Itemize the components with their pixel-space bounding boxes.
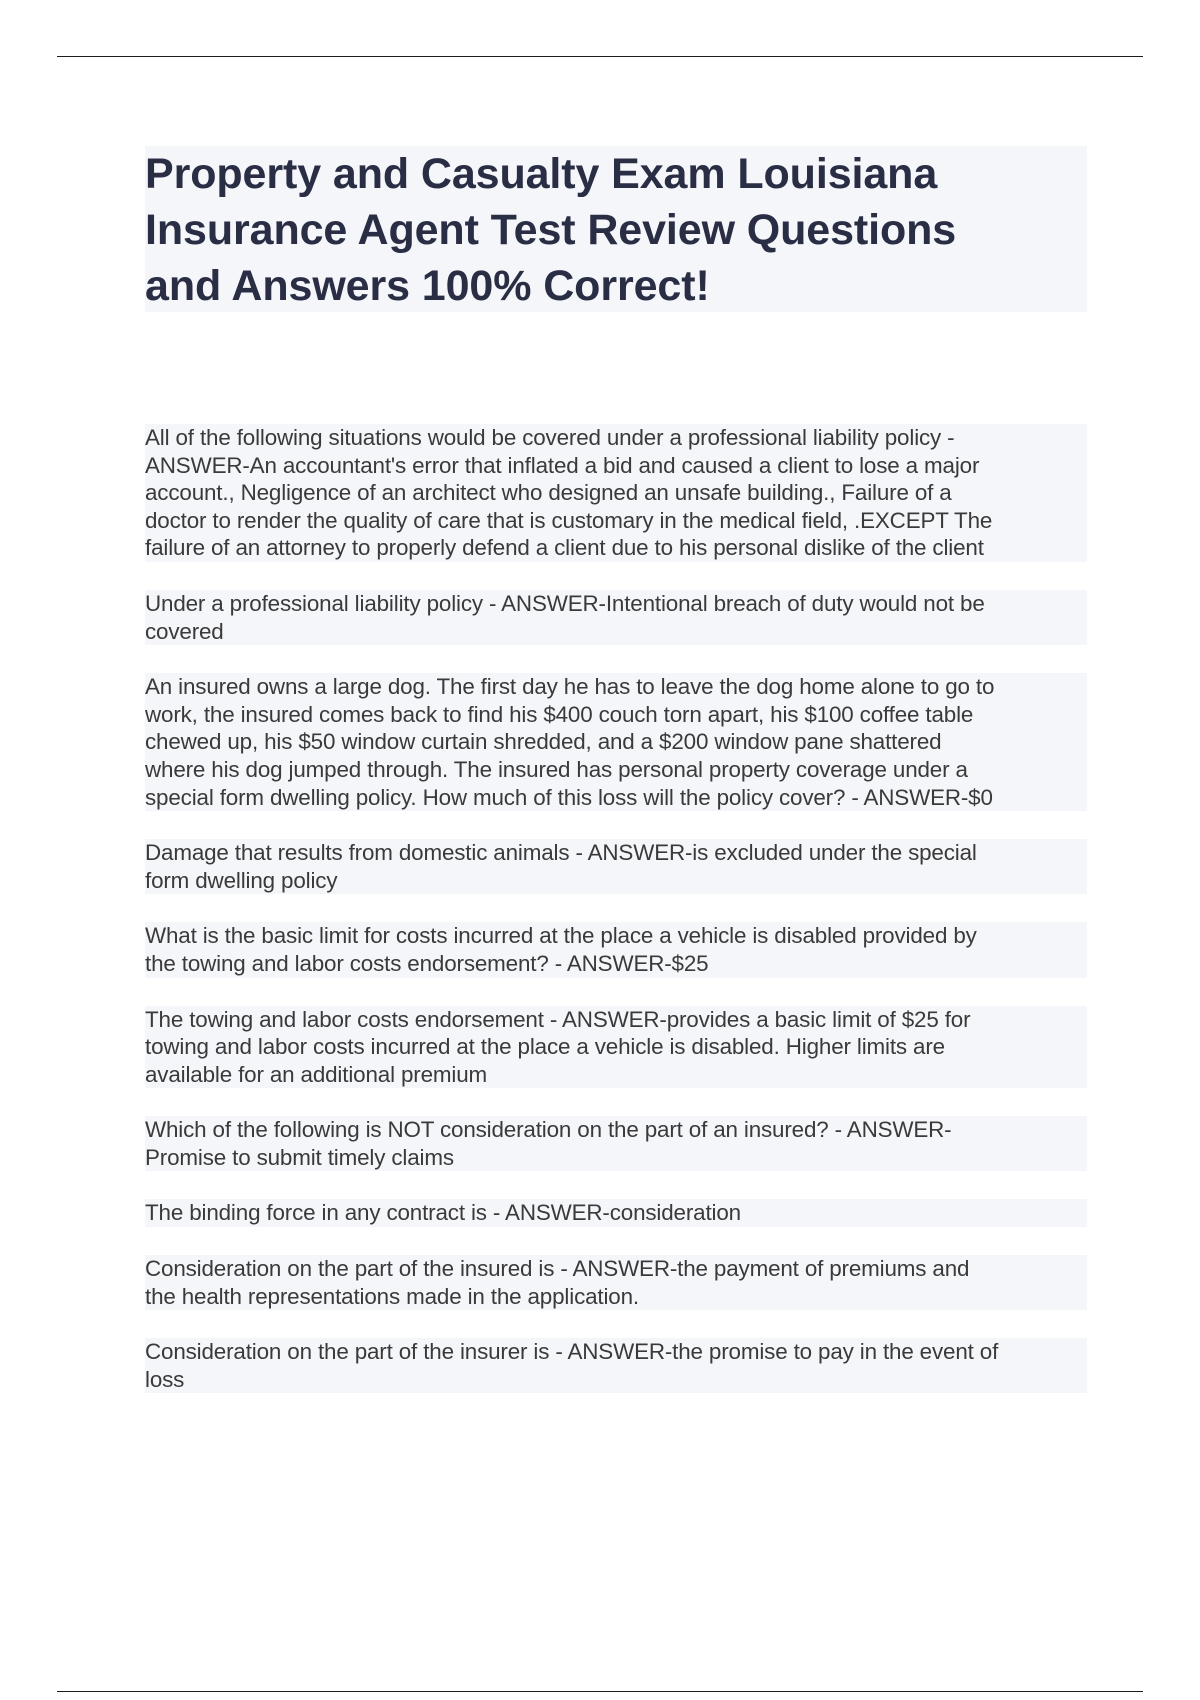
qa-item: What is the basic limit for costs incurred at the place a vehicle is disabled provided by the towing and labor costs endorsement? - ANSWER-$25: [145, 922, 1087, 977]
qa-list: [145, 424, 1087, 1421]
qa-item: The binding force in any contract is - ANSWER-consideration: [145, 1199, 1087, 1227]
qa-item: The towing and labor costs endorsement - ANSWER-provides a basic limit of $25 for towing and labor costs incurred at the place a vehicle is disabled. Higher limits are available for an additional premium: [145, 1006, 1087, 1089]
qa-item: Which of the following is NOT consideration on the part of an insured? - ANSWER- Promise to submit timely claims: [145, 1116, 1087, 1171]
qa-item: Damage that results from domestic animals - ANSWER-is excluded under the special form dwelling policy: [145, 839, 1087, 894]
qa-item: Consideration on the part of the insurer is - ANSWER-the promise to pay in the event of loss: [145, 1338, 1087, 1393]
qa-item: Under a professional liability policy - ANSWER-Intentional breach of duty would not be covered: [145, 590, 1087, 645]
qa-item: Consideration on the part of the insured is - ANSWER-the payment of premiums and the health representations made in the application.: [145, 1255, 1087, 1310]
title-block: [145, 146, 1087, 312]
document-title: Property and Casualty Exam Louisiana Insurance Agent Test Review Questions and Answers 100% Correct!: [145, 150, 957, 310]
qa-item: An insured owns a large dog. The first day he has to leave the dog home alone to go to work, the insured comes back to find his $400 couch torn apart, his $100 coffee table chewed up, his $50 window curtain shredded, and a $200 window pane shattered where his dog jumped through. The insured has personal property coverage under a special form dwelling policy. How much of this loss will the policy cover? - ANSWER-$0: [145, 673, 1087, 811]
qa-item: All of the following situations would be covered under a professional liability policy - ANSWER-An accountant's error that inflated a bid and caused a client to lose a major account., Negligence of an architect who designed an unsafe building., Failure of a doctor to render the quality of care that is customary in the medical field, .EXCEPT The failure of an attorney to properly defend a client due to his personal dislike of the client: [145, 424, 1087, 562]
header-rule: [57, 56, 1143, 57]
footer-rule: [57, 1691, 1143, 1692]
